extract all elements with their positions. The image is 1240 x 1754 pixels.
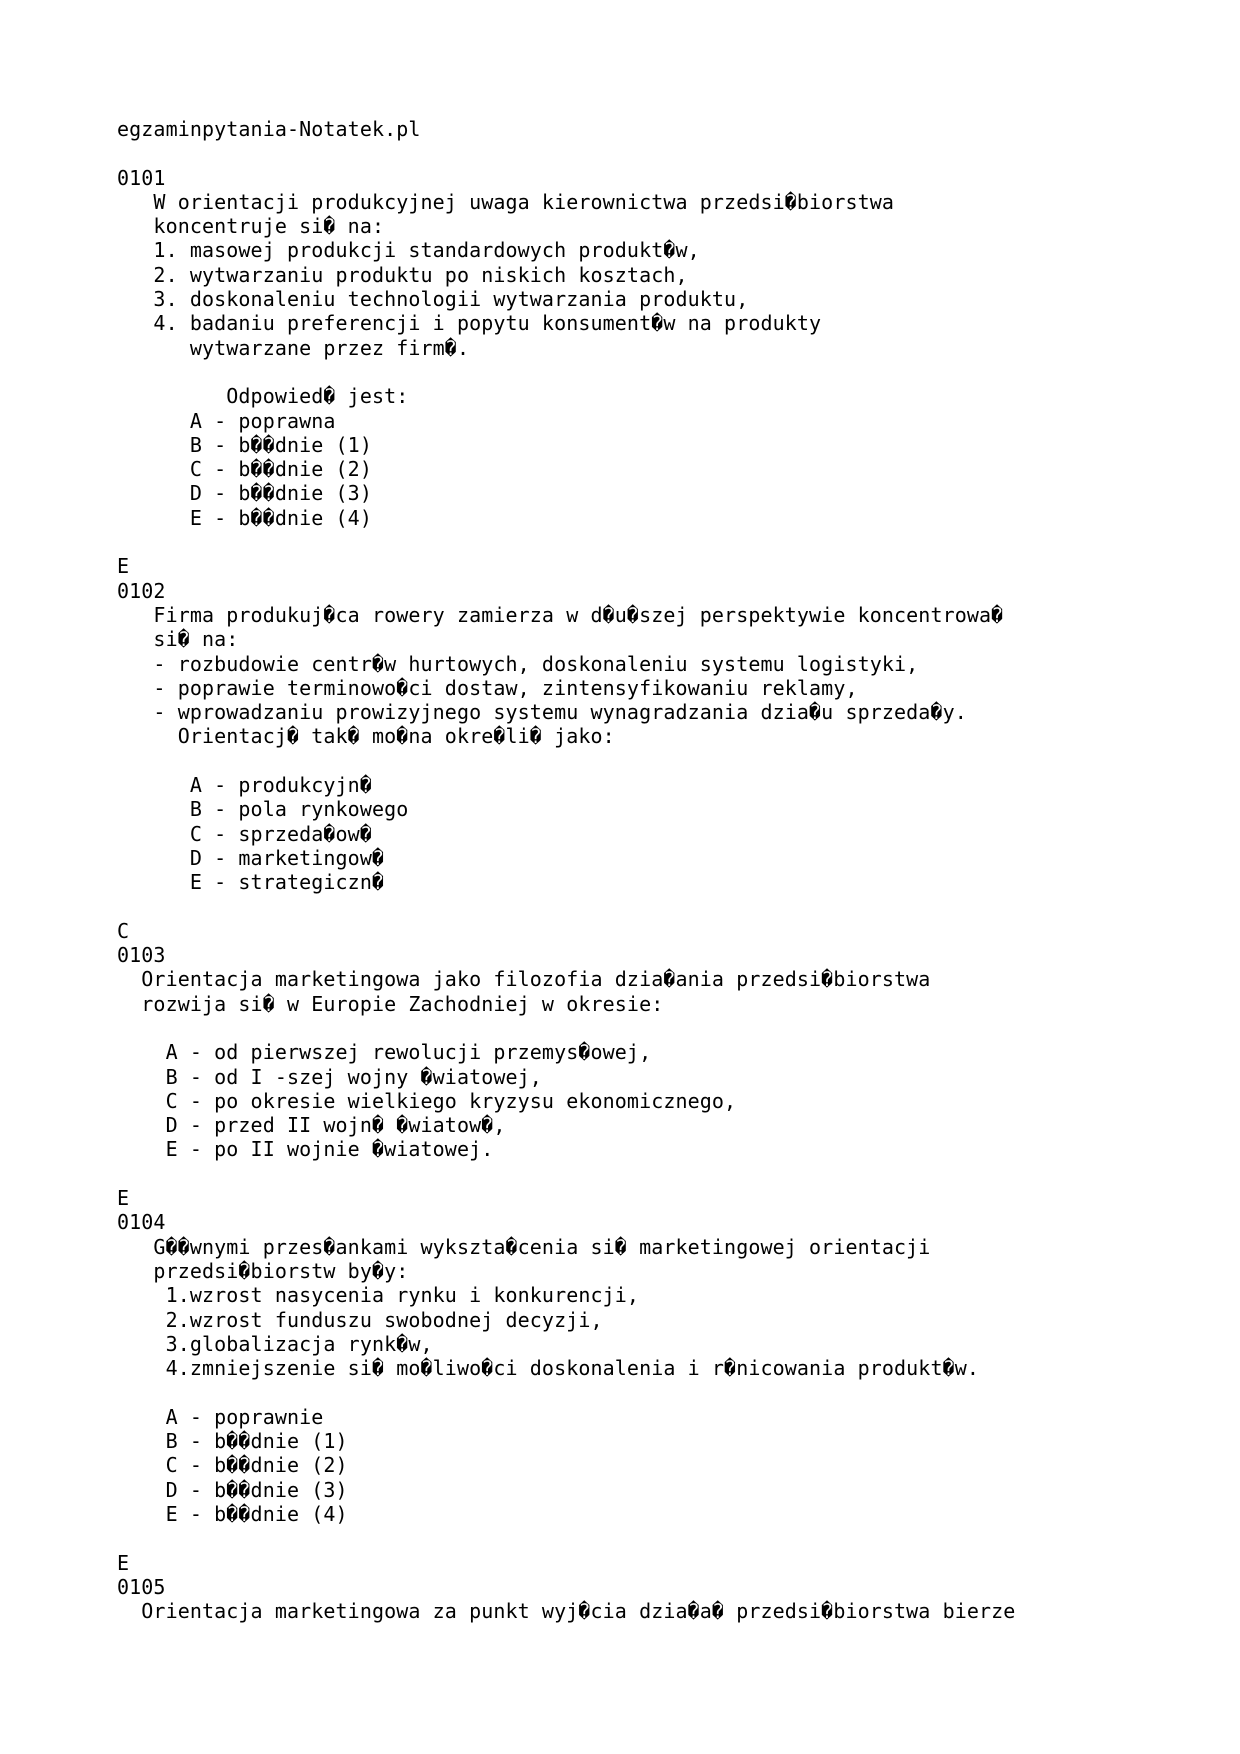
text-line: C - b��dnie (2)	[117, 457, 372, 482]
text-line	[117, 530, 1015, 554]
text-line: 4. badaniu preferencji i popytu konsument�w na produkty	[117, 311, 822, 336]
text-line: egzaminpytania-Notatek.pl	[117, 117, 421, 141]
text-line	[117, 749, 1015, 773]
text-line: B - pola rynkowego	[117, 797, 409, 822]
text-line: koncentruje si� na:	[117, 214, 385, 239]
text-line: C - sprzeda�ow�	[117, 821, 372, 846]
text-line: 0103	[117, 943, 166, 968]
text-line: 0105	[117, 1574, 166, 1599]
text-line: 2. wytwarzaniu produktu po niskich kosztach,	[117, 262, 688, 287]
text-line: Orientacj� tak� mo�na okre�li� jako:	[117, 724, 615, 749]
text-line: przedsi�biorstw by�y:	[117, 1258, 409, 1283]
text-line: 0101	[117, 165, 166, 190]
text-line: si� na:	[117, 627, 239, 652]
text-line: 1. masowej produkcji standardowych produkt�w,	[117, 238, 700, 263]
text-line	[117, 1526, 1015, 1550]
text-line: B - b��dnie (1)	[117, 1429, 348, 1454]
text-line: D - przed II wojn� �wiatow�,	[117, 1113, 506, 1138]
text-line: C	[117, 918, 130, 943]
text-line: 0104	[117, 1210, 166, 1235]
text-line: E - b��dnie (4)	[117, 1501, 348, 1526]
text-line: B - b��dnie (1)	[117, 432, 372, 457]
text-line	[117, 895, 1015, 919]
text-line: D - b��dnie (3)	[117, 481, 372, 506]
text-line: Firma produkuj�ca rowery zamierza w d�u�szej perspektywie koncentrowa�	[117, 602, 1004, 627]
text-line: A - od pierwszej rewolucji przemys�owej,	[117, 1040, 652, 1065]
text-line: E	[117, 1186, 130, 1211]
text-line: A - poprawnie	[117, 1404, 324, 1429]
text-line: - rozbudowie centr�w hurtowych, doskonaleniu systemu logistyki,	[117, 651, 919, 676]
text-line: E - b��dnie (4)	[117, 505, 372, 530]
text-line	[117, 360, 1015, 384]
text-line: 0102	[117, 578, 166, 603]
text-line: - wprowadzaniu prowizyjnego systemu wynagradzania dzia�u sprzeda�y.	[117, 700, 967, 725]
text-line: Odpowied� jest:	[117, 384, 409, 409]
text-line: 3.globalizacja rynk�w,	[117, 1331, 433, 1356]
text-line: 3. doskonaleniu technologii wytwarzania produktu,	[117, 287, 749, 312]
text-line: E - strategiczn�	[117, 870, 385, 895]
text-line: D - marketingow�	[117, 845, 385, 870]
text-line	[117, 141, 1015, 165]
text-line: C - b��dnie (2)	[117, 1453, 348, 1478]
text-line: B - od I -szej wojny �wiatowej,	[117, 1064, 542, 1089]
text-line: A - poprawna	[117, 408, 336, 433]
text-line: C - po okresie wielkiego kryzysu ekonomicznego,	[117, 1088, 737, 1113]
text-line	[117, 1162, 1015, 1186]
text-line: - poprawie terminowo�ci dostaw, zintensyfikowaniu reklamy,	[117, 675, 858, 700]
text-line	[117, 1380, 1015, 1404]
text-line: E	[117, 1550, 130, 1575]
document-text	[117, 117, 1015, 1623]
text-line: W orientacji produkcyjnej uwaga kierownictwa przedsi�biorstwa	[117, 189, 895, 214]
text-line: 1.wzrost nasycenia rynku i konkurencji,	[117, 1283, 640, 1308]
text-line: G��wnymi przes�ankami wykszta�cenia si� marketingowej orientacji	[117, 1234, 931, 1259]
text-line: A - produkcyjn�	[117, 773, 372, 798]
text-line: wytwarzane przez firm�.	[117, 335, 470, 360]
text-line: Orientacja marketingowa za punkt wyj�cia dzia�a� przedsi�biorstwa bierze	[117, 1599, 1016, 1624]
text-line: E	[117, 554, 130, 579]
text-line: E - po II wojnie �wiatowej.	[117, 1137, 494, 1162]
text-line: D - b��dnie (3)	[117, 1477, 348, 1502]
text-line	[117, 1016, 1015, 1040]
text-line: 4.zmniejszenie si� mo�liwo�ci doskonalenia i r�nicowania produkt�w.	[117, 1356, 980, 1381]
text-line: 2.wzrost funduszu swobodnej decyzji,	[117, 1307, 603, 1332]
text-line: rozwija si� w Europie Zachodniej w okresie:	[117, 991, 664, 1016]
text-line: Orientacja marketingowa jako filozofia dzia�ania przedsi�biorstwa	[117, 967, 931, 992]
